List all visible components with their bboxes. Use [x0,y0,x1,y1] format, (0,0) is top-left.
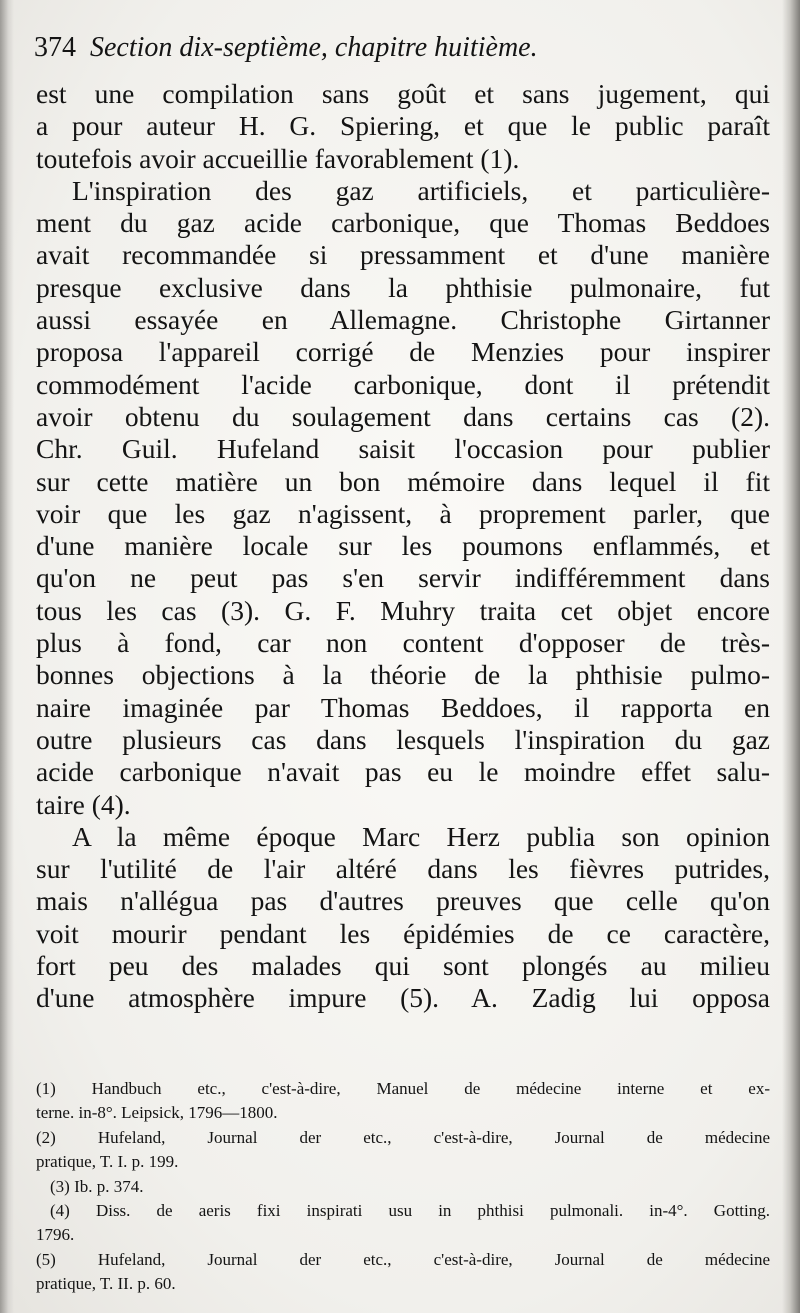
footnote-line: (1) Handbuch etc., c'est-à-dire, Manuel de médecine interne et ex- [36,1079,770,1098]
text-line: taire (4). [36,788,131,820]
text-line: avait recommandée si pressamment et d'une manière [36,239,770,271]
page-gutter-shadow [0,0,14,1313]
footnote-line: (5) Hufeland, Journal der etc., c'est-à-dire, Journal de médecine [36,1249,770,1269]
text-line: est une compilation sans goût et sans jugement, qui [36,78,770,109]
text-line: L'inspiration des gaz artificiels, et particulière- [72,174,770,206]
text-line: fort peu des malades qui sont plongés au milieu [36,950,770,982]
page-number: 374 [34,32,76,63]
text-line: voit mourir pendant les épidémies de ce caractère, [36,917,770,949]
footnote-line: (2) Hufeland, Journal der etc., c'est-à-dire, Journal de médecine [36,1127,770,1147]
page-edge-shadow [782,0,800,1313]
footnote-line: (3) Ib. p. 374. [50,1176,144,1196]
text-line: outre plusieurs cas dans lesquels l'inspiration du gaz [36,723,770,755]
text-line: ment du gaz acide carbonique, que Thomas Beddoes [36,207,770,239]
text-line: mais n'allégua pas d'autres preuves que celle qu'on [36,885,770,917]
running-title: Section dix-septième, chapitre huitième. [90,32,538,63]
text-line: bonnes objections à la théorie de la phthisie pulmo- [36,659,770,691]
text-line: commodément l'acide carbonique, dont il prétendit [36,368,770,400]
text-line: A la même époque Marc Herz publia son opinion [72,820,770,852]
footnote-line: pratique, T. II. p. 60. [36,1274,176,1294]
text-line: toutefois avoir accueillie favorablement (1). [36,142,520,174]
text-line: d'une atmosphère impure (5). A. Zadig lui opposa [36,982,770,1014]
text-line: voir que les gaz n'agissent, à proprement parler, que [36,497,770,529]
main-text [36,78,770,1015]
text-line: Chr. Guil. Hufeland saisit l'occasion pour publier [36,433,770,465]
text-line: aussi essayée en Allemagne. Christophe Girtanner [36,304,770,336]
text-line: d'une manière locale sur les poumons enflammés, et [36,530,770,562]
text-line: presque exclusive dans la phthisie pulmonaire, fut [36,271,770,303]
footnote-line: (4) Diss. de aeris fixi inspirati usu in phthisi pulmonali. in-4°. Gotting. [50,1200,770,1220]
text-line: qu'on ne peut pas s'en servir indifféremment dans [36,562,770,594]
running-header [34,32,774,64]
footnote-line: pratique, T. I. p. 199. [36,1152,179,1172]
text-line: plus à fond, car non content d'opposer de très- [36,627,770,659]
text-line: a pour auteur H. G. Spiering, et que le public paraît [36,110,770,142]
footnote-line: 1796. [36,1225,75,1245]
text-line: naire imaginée par Thomas Beddoes, il rapporta en [36,691,770,723]
footnote-line: terne. in-8°. Leipsick, 1796—1800. [36,1103,278,1123]
text-line: tous les cas (3). G. F. Muhry traita cet objet encore [36,594,770,626]
footnotes [36,1077,770,1297]
text-line: proposa l'appareil corrigé de Menzies pour inspirer [36,336,770,368]
text-line: avoir obtenu du soulagement dans certains cas (2). [36,400,770,432]
text-line: sur cette matière un bon mémoire dans lequel il fit [36,465,770,497]
text-line: acide carbonique n'avait pas eu le moindre effet salu- [36,756,770,788]
text-line: sur l'utilité de l'air altéré dans les fièvres putrides, [36,853,770,885]
